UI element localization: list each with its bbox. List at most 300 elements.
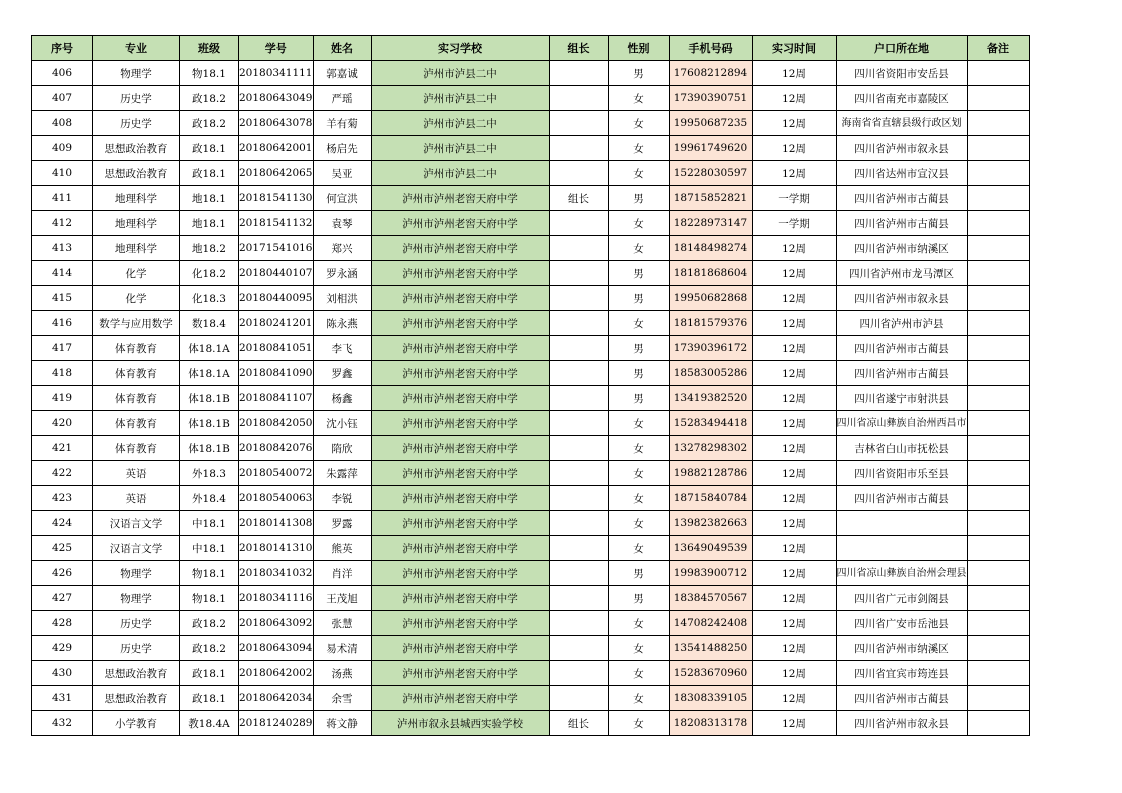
cell-school: 泸州市泸县二中 (371, 161, 549, 186)
cell-major: 化学 (93, 261, 180, 286)
cell-index: 409 (32, 136, 93, 161)
cell-name: 李锐 (313, 486, 371, 511)
cell-remarks (967, 561, 1029, 586)
col-header-remarks: 备注 (967, 36, 1029, 61)
cell-school: 泸州市泸州老窖天府中学 (371, 436, 549, 461)
cell-class: 政18.2 (180, 636, 239, 661)
cell-remarks (967, 586, 1029, 611)
cell-duration: 12周 (752, 336, 836, 361)
cell-remarks (967, 261, 1029, 286)
cell-remarks (967, 536, 1029, 561)
cell-class: 政18.2 (180, 86, 239, 111)
cell-phone: 18181868604 (669, 261, 752, 286)
cell-class: 地18.1 (180, 211, 239, 236)
cell-remarks (967, 411, 1029, 436)
cell-gender: 女 (608, 311, 669, 336)
col-header-class: 班级 (180, 36, 239, 61)
cell-name: 罗永涵 (313, 261, 371, 286)
cell-class: 外18.4 (180, 486, 239, 511)
cell-duration: 12周 (752, 261, 836, 286)
col-header-duration: 实习时间 (752, 36, 836, 61)
cell-student-id: 20181541130 (239, 186, 314, 211)
cell-hometown: 四川省凉山彝族自治州西昌市 (836, 411, 967, 436)
table-row (32, 361, 1030, 386)
cell-student-id: 20180642034 (239, 686, 314, 711)
cell-class: 外18.3 (180, 461, 239, 486)
cell-leader (549, 661, 608, 686)
cell-phone: 13982382663 (669, 511, 752, 536)
cell-phone: 18583005286 (669, 361, 752, 386)
cell-school: 泸州市泸州老窖天府中学 (371, 586, 549, 611)
cell-leader (549, 86, 608, 111)
cell-index: 414 (32, 261, 93, 286)
cell-phone: 19882128786 (669, 461, 752, 486)
cell-phone: 18181579376 (669, 311, 752, 336)
cell-gender: 男 (608, 261, 669, 286)
cell-remarks (967, 361, 1029, 386)
cell-duration: 12周 (752, 311, 836, 336)
cell-name: 陈永燕 (313, 311, 371, 336)
col-header-phone: 手机号码 (669, 36, 752, 61)
table-row (32, 61, 1030, 86)
table-row (32, 536, 1030, 561)
cell-hometown: 四川省广安市岳池县 (836, 611, 967, 636)
cell-index: 406 (32, 61, 93, 86)
cell-remarks (967, 286, 1029, 311)
cell-major: 体育教育 (93, 411, 180, 436)
cell-duration: 12周 (752, 436, 836, 461)
cell-student-id: 20180540063 (239, 486, 314, 511)
cell-major: 地理科学 (93, 236, 180, 261)
cell-leader (549, 361, 608, 386)
cell-phone: 18208313178 (669, 711, 752, 736)
cell-student-id: 20180643049 (239, 86, 314, 111)
cell-phone: 13649049539 (669, 536, 752, 561)
cell-major: 数学与应用数学 (93, 311, 180, 336)
cell-phone: 15228030597 (669, 161, 752, 186)
cell-name: 刘相洪 (313, 286, 371, 311)
cell-index: 428 (32, 611, 93, 636)
cell-leader (549, 636, 608, 661)
cell-major: 体育教育 (93, 361, 180, 386)
cell-index: 420 (32, 411, 93, 436)
cell-index: 418 (32, 361, 93, 386)
cell-phone: 18384570567 (669, 586, 752, 611)
cell-remarks (967, 86, 1029, 111)
table-row (32, 286, 1030, 311)
cell-phone: 19983900712 (669, 561, 752, 586)
cell-remarks (967, 386, 1029, 411)
cell-major: 物理学 (93, 561, 180, 586)
cell-gender: 女 (608, 661, 669, 686)
cell-leader (549, 261, 608, 286)
cell-major: 历史学 (93, 86, 180, 111)
cell-school: 泸州市泸州老窖天府中学 (371, 536, 549, 561)
cell-remarks (967, 511, 1029, 536)
cell-gender: 女 (608, 211, 669, 236)
cell-class: 政18.1 (180, 686, 239, 711)
cell-leader (549, 311, 608, 336)
cell-gender: 男 (608, 586, 669, 611)
cell-class: 中18.1 (180, 511, 239, 536)
cell-hometown (836, 536, 967, 561)
cell-leader: 组长 (549, 186, 608, 211)
internship-table (31, 35, 1030, 736)
cell-gender: 女 (608, 161, 669, 186)
cell-index: 430 (32, 661, 93, 686)
cell-remarks (967, 661, 1029, 686)
col-header-student-id: 学号 (239, 36, 314, 61)
cell-gender: 女 (608, 511, 669, 536)
cell-index: 408 (32, 111, 93, 136)
cell-major: 思想政治教育 (93, 136, 180, 161)
cell-class: 政18.1 (180, 661, 239, 686)
cell-major: 汉语言文学 (93, 511, 180, 536)
cell-gender: 女 (608, 711, 669, 736)
cell-hometown: 四川省泸州市叙永县 (836, 286, 967, 311)
cell-duration: 一学期 (752, 186, 836, 211)
table-row (32, 561, 1030, 586)
cell-school: 泸州市泸州老窖天府中学 (371, 211, 549, 236)
table-row (32, 86, 1030, 111)
table-row (32, 336, 1030, 361)
cell-school: 泸州市泸州老窖天府中学 (371, 561, 549, 586)
cell-duration: 12周 (752, 61, 836, 86)
cell-gender: 男 (608, 561, 669, 586)
cell-leader (549, 411, 608, 436)
cell-index: 416 (32, 311, 93, 336)
cell-gender: 女 (608, 236, 669, 261)
cell-index: 407 (32, 86, 93, 111)
table-row (32, 711, 1030, 736)
table-row (32, 386, 1030, 411)
cell-class: 物18.1 (180, 586, 239, 611)
cell-remarks (967, 211, 1029, 236)
cell-student-id: 20181240289 (239, 711, 314, 736)
cell-major: 历史学 (93, 611, 180, 636)
cell-student-id: 20180642065 (239, 161, 314, 186)
cell-duration: 12周 (752, 586, 836, 611)
cell-class: 地18.2 (180, 236, 239, 261)
cell-name: 沈小钰 (313, 411, 371, 436)
cell-leader (549, 586, 608, 611)
cell-name: 朱露萍 (313, 461, 371, 486)
cell-remarks (967, 111, 1029, 136)
cell-remarks (967, 336, 1029, 361)
cell-school: 泸州市泸县二中 (371, 86, 549, 111)
cell-index: 417 (32, 336, 93, 361)
cell-duration: 12周 (752, 536, 836, 561)
cell-leader: 组长 (549, 711, 608, 736)
cell-duration: 12周 (752, 236, 836, 261)
table-row (32, 186, 1030, 211)
cell-hometown: 吉林省白山市抚松县 (836, 436, 967, 461)
cell-major: 化学 (93, 286, 180, 311)
cell-remarks (967, 236, 1029, 261)
cell-phone: 17390396172 (669, 336, 752, 361)
cell-gender: 女 (608, 436, 669, 461)
cell-hometown: 四川省达州市宣汉县 (836, 161, 967, 186)
cell-class: 政18.2 (180, 111, 239, 136)
cell-class: 地18.1 (180, 186, 239, 211)
cell-school: 泸州市泸州老窖天府中学 (371, 361, 549, 386)
cell-class: 政18.1 (180, 161, 239, 186)
cell-hometown: 四川省泸州市龙马潭区 (836, 261, 967, 286)
cell-student-id: 20180642001 (239, 136, 314, 161)
cell-index: 431 (32, 686, 93, 711)
cell-class: 中18.1 (180, 536, 239, 561)
cell-student-id: 20180841090 (239, 361, 314, 386)
cell-remarks (967, 461, 1029, 486)
cell-name: 张慧 (313, 611, 371, 636)
cell-name: 郭嘉诚 (313, 61, 371, 86)
cell-class: 体18.1B (180, 411, 239, 436)
cell-name: 严瑶 (313, 86, 371, 111)
cell-gender: 男 (608, 336, 669, 361)
cell-gender: 女 (608, 486, 669, 511)
cell-hometown: 海南省省直辖县级行政区划 (836, 111, 967, 136)
cell-student-id: 20180643092 (239, 611, 314, 636)
cell-school: 泸州市泸县二中 (371, 136, 549, 161)
cell-phone: 18715840784 (669, 486, 752, 511)
cell-student-id: 20181541132 (239, 211, 314, 236)
cell-student-id: 20180241201 (239, 311, 314, 336)
table-body (32, 61, 1030, 736)
cell-hometown: 四川省宜宾市筠连县 (836, 661, 967, 686)
cell-student-id: 20180841051 (239, 336, 314, 361)
cell-phone: 18308339105 (669, 686, 752, 711)
cell-remarks (967, 186, 1029, 211)
cell-phone: 17608212894 (669, 61, 752, 86)
cell-hometown (836, 511, 967, 536)
cell-student-id: 20180842050 (239, 411, 314, 436)
cell-hometown: 四川省泸州市古蔺县 (836, 336, 967, 361)
cell-major: 地理科学 (93, 211, 180, 236)
cell-student-id: 20180341111 (239, 61, 314, 86)
cell-leader (549, 161, 608, 186)
cell-class: 政18.1 (180, 136, 239, 161)
cell-leader (549, 561, 608, 586)
cell-leader (549, 386, 608, 411)
table-row (32, 486, 1030, 511)
table-row (32, 436, 1030, 461)
cell-index: 422 (32, 461, 93, 486)
table-row (32, 136, 1030, 161)
table-row (32, 636, 1030, 661)
cell-leader (549, 686, 608, 711)
table-row (32, 661, 1030, 686)
cell-school: 泸州市泸县二中 (371, 61, 549, 86)
cell-gender: 女 (608, 686, 669, 711)
cell-class: 化18.2 (180, 261, 239, 286)
cell-leader (549, 511, 608, 536)
cell-phone: 13419382520 (669, 386, 752, 411)
cell-gender: 女 (608, 461, 669, 486)
cell-duration: 12周 (752, 686, 836, 711)
cell-major: 体育教育 (93, 336, 180, 361)
cell-school: 泸州市泸州老窖天府中学 (371, 511, 549, 536)
table-row (32, 111, 1030, 136)
cell-duration: 12周 (752, 486, 836, 511)
cell-phone: 15283670960 (669, 661, 752, 686)
cell-phone: 18228973147 (669, 211, 752, 236)
cell-student-id: 20180141310 (239, 536, 314, 561)
cell-duration: 一学期 (752, 211, 836, 236)
cell-leader (549, 536, 608, 561)
cell-class: 教18.4A (180, 711, 239, 736)
cell-leader (549, 286, 608, 311)
cell-name: 易术清 (313, 636, 371, 661)
cell-gender: 女 (608, 411, 669, 436)
table-row (32, 261, 1030, 286)
cell-hometown: 四川省泸州市古蔺县 (836, 211, 967, 236)
cell-name: 王茂旭 (313, 586, 371, 611)
cell-remarks (967, 486, 1029, 511)
cell-index: 427 (32, 586, 93, 611)
cell-name: 余雪 (313, 686, 371, 711)
cell-index: 421 (32, 436, 93, 461)
cell-leader (549, 236, 608, 261)
cell-gender: 女 (608, 536, 669, 561)
cell-duration: 12周 (752, 611, 836, 636)
cell-hometown: 四川省凉山彝族自治州会理县 (836, 561, 967, 586)
cell-duration: 12周 (752, 411, 836, 436)
cell-gender: 女 (608, 136, 669, 161)
cell-class: 体18.1B (180, 386, 239, 411)
cell-major: 汉语言文学 (93, 536, 180, 561)
cell-phone: 18715852821 (669, 186, 752, 211)
cell-index: 419 (32, 386, 93, 411)
cell-name: 袁琴 (313, 211, 371, 236)
cell-gender: 男 (608, 61, 669, 86)
table-row (32, 161, 1030, 186)
cell-major: 英语 (93, 486, 180, 511)
cell-leader (549, 486, 608, 511)
cell-name: 罗露 (313, 511, 371, 536)
cell-major: 地理科学 (93, 186, 180, 211)
cell-student-id: 20180440095 (239, 286, 314, 311)
cell-name: 吴亚 (313, 161, 371, 186)
cell-major: 历史学 (93, 111, 180, 136)
col-header-hometown: 户口所在地 (836, 36, 967, 61)
cell-name: 蒋文静 (313, 711, 371, 736)
cell-index: 410 (32, 161, 93, 186)
cell-gender: 女 (608, 611, 669, 636)
cell-name: 郑兴 (313, 236, 371, 261)
cell-duration: 12周 (752, 361, 836, 386)
cell-student-id: 20180841107 (239, 386, 314, 411)
col-header-name: 姓名 (313, 36, 371, 61)
cell-hometown: 四川省广元市剑阁县 (836, 586, 967, 611)
cell-phone: 13541488250 (669, 636, 752, 661)
table-row (32, 686, 1030, 711)
cell-major: 物理学 (93, 586, 180, 611)
cell-student-id: 20180440107 (239, 261, 314, 286)
cell-index: 424 (32, 511, 93, 536)
cell-phone: 14708242408 (669, 611, 752, 636)
col-header-school: 实习学校 (371, 36, 549, 61)
cell-hometown: 四川省泸州市古蔺县 (836, 486, 967, 511)
cell-school: 泸州市泸县二中 (371, 111, 549, 136)
cell-index: 413 (32, 236, 93, 261)
cell-duration: 12周 (752, 386, 836, 411)
cell-hometown: 四川省泸州市纳溪区 (836, 636, 967, 661)
cell-gender: 男 (608, 386, 669, 411)
col-header-index: 序号 (32, 36, 93, 61)
cell-student-id: 20180642002 (239, 661, 314, 686)
cell-class: 化18.3 (180, 286, 239, 311)
table-row (32, 461, 1030, 486)
cell-gender: 男 (608, 186, 669, 211)
cell-class: 体18.1A (180, 336, 239, 361)
cell-phone: 19950687235 (669, 111, 752, 136)
cell-phone: 13278298302 (669, 436, 752, 461)
cell-major: 物理学 (93, 61, 180, 86)
cell-student-id: 20180540072 (239, 461, 314, 486)
cell-leader (549, 61, 608, 86)
cell-leader (549, 336, 608, 361)
cell-school: 泸州市泸州老窖天府中学 (371, 411, 549, 436)
cell-school: 泸州市泸州老窖天府中学 (371, 286, 549, 311)
cell-school: 泸州市泸州老窖天府中学 (371, 236, 549, 261)
cell-leader (549, 136, 608, 161)
cell-remarks (967, 161, 1029, 186)
col-header-leader: 组长 (549, 36, 608, 61)
cell-hometown: 四川省泸州市古蔺县 (836, 186, 967, 211)
cell-major: 小学教育 (93, 711, 180, 736)
cell-duration: 12周 (752, 461, 836, 486)
cell-duration: 12周 (752, 511, 836, 536)
table-row (32, 611, 1030, 636)
cell-phone: 17390390751 (669, 86, 752, 111)
cell-name: 汤燕 (313, 661, 371, 686)
cell-major: 历史学 (93, 636, 180, 661)
cell-school: 泸州市泸州老窖天府中学 (371, 461, 549, 486)
cell-duration: 12周 (752, 561, 836, 586)
cell-student-id: 20180141308 (239, 511, 314, 536)
cell-index: 432 (32, 711, 93, 736)
cell-index: 429 (32, 636, 93, 661)
cell-index: 425 (32, 536, 93, 561)
cell-hometown: 四川省泸州市纳溪区 (836, 236, 967, 261)
cell-name: 李飞 (313, 336, 371, 361)
cell-name: 何宣洪 (313, 186, 371, 211)
cell-remarks (967, 436, 1029, 461)
cell-remarks (967, 686, 1029, 711)
cell-school: 泸州市泸州老窖天府中学 (371, 661, 549, 686)
cell-class: 政18.2 (180, 611, 239, 636)
cell-phone: 19950682868 (669, 286, 752, 311)
cell-major: 体育教育 (93, 436, 180, 461)
table-header (32, 36, 1030, 61)
cell-hometown: 四川省泸州市古蔺县 (836, 361, 967, 386)
cell-school: 泸州市泸州老窖天府中学 (371, 311, 549, 336)
cell-name: 杨启先 (313, 136, 371, 161)
cell-phone: 18148498274 (669, 236, 752, 261)
cell-major: 英语 (93, 461, 180, 486)
header-row (32, 36, 1030, 61)
table-row (32, 211, 1030, 236)
cell-class: 数18.4 (180, 311, 239, 336)
cell-hometown: 四川省遂宁市射洪县 (836, 386, 967, 411)
cell-leader (549, 211, 608, 236)
cell-hometown: 四川省泸州市古蔺县 (836, 686, 967, 711)
cell-hometown: 四川省资阳市乐至县 (836, 461, 967, 486)
cell-school: 泸州市泸州老窖天府中学 (371, 686, 549, 711)
cell-name: 隋欣 (313, 436, 371, 461)
cell-major: 体育教育 (93, 386, 180, 411)
cell-name: 羊有菊 (313, 111, 371, 136)
